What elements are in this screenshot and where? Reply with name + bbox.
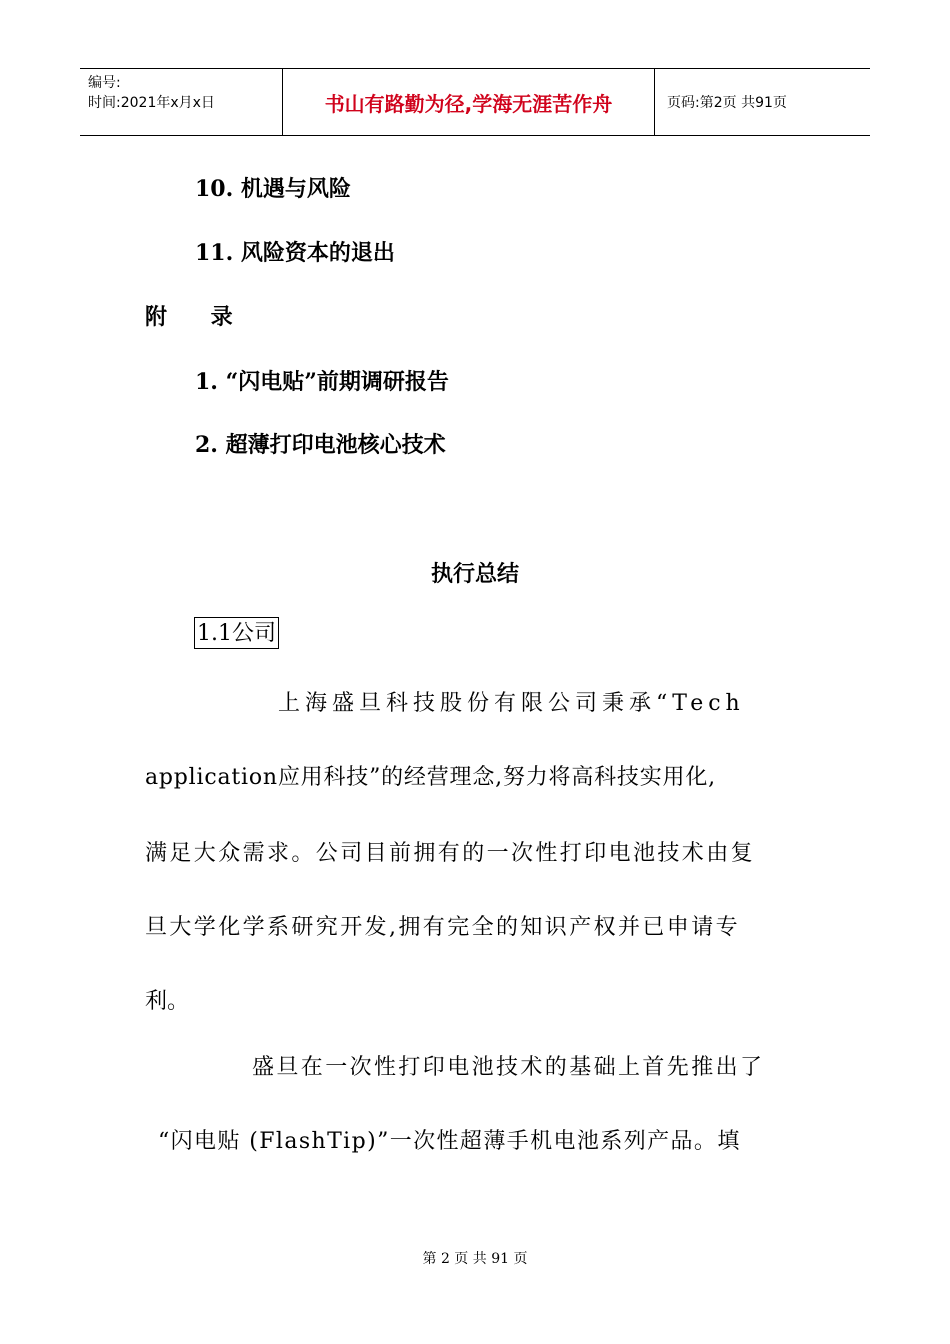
motto-text: 书山有路勤为径,学海无涯苦作舟 [324, 91, 613, 116]
document-number-label: 编号: [88, 75, 121, 91]
body-line-3: 满足大众需求。公司目前拥有的一次性打印电池技术由复 [145, 841, 756, 866]
subsection-heading: 1.1公司 [194, 617, 279, 649]
toc-item-opportunities-risks: 10. 机遇与风险 [195, 176, 351, 202]
body-line-4: 旦大学化学系研究开发,拥有完全的知识产权并已申请专 [145, 915, 740, 940]
header-meta [80, 69, 282, 135]
page-header [80, 68, 870, 136]
document-time-label: 时间:2021年x月x日 [88, 95, 215, 111]
header-page-info [655, 69, 870, 135]
body-line-2: application应用科技”的经营理念,努力将高科技实用化, [145, 765, 716, 790]
toc-item-core-technology: 2. 超薄打印电池核心技术 [195, 432, 446, 458]
toc-item-venture-exit: 11. 风险资本的退出 [195, 240, 395, 266]
page-footer: 第 2 页 共 91 页 [422, 1251, 528, 1267]
body-line-6: 盛旦在一次性打印电池技术的基础上首先推出了 [252, 1055, 765, 1080]
toc-appendix-heading: 附 录 [145, 304, 251, 330]
body-line-5: 利。 [145, 989, 190, 1014]
section-title: 执行总结 [430, 561, 519, 587]
body-line-1: 上海盛旦科技股份有限公司秉承“Tech [278, 691, 745, 716]
header-motto [282, 69, 655, 135]
page-info-text: 页码:第2页 共91页 [667, 95, 787, 111]
toc-item-research-report: 1. “闪电贴”前期调研报告 [195, 369, 449, 395]
body-line-7: “闪电贴 (FlashTip)”一次性超薄手机电池系列产品。填 [158, 1129, 741, 1154]
